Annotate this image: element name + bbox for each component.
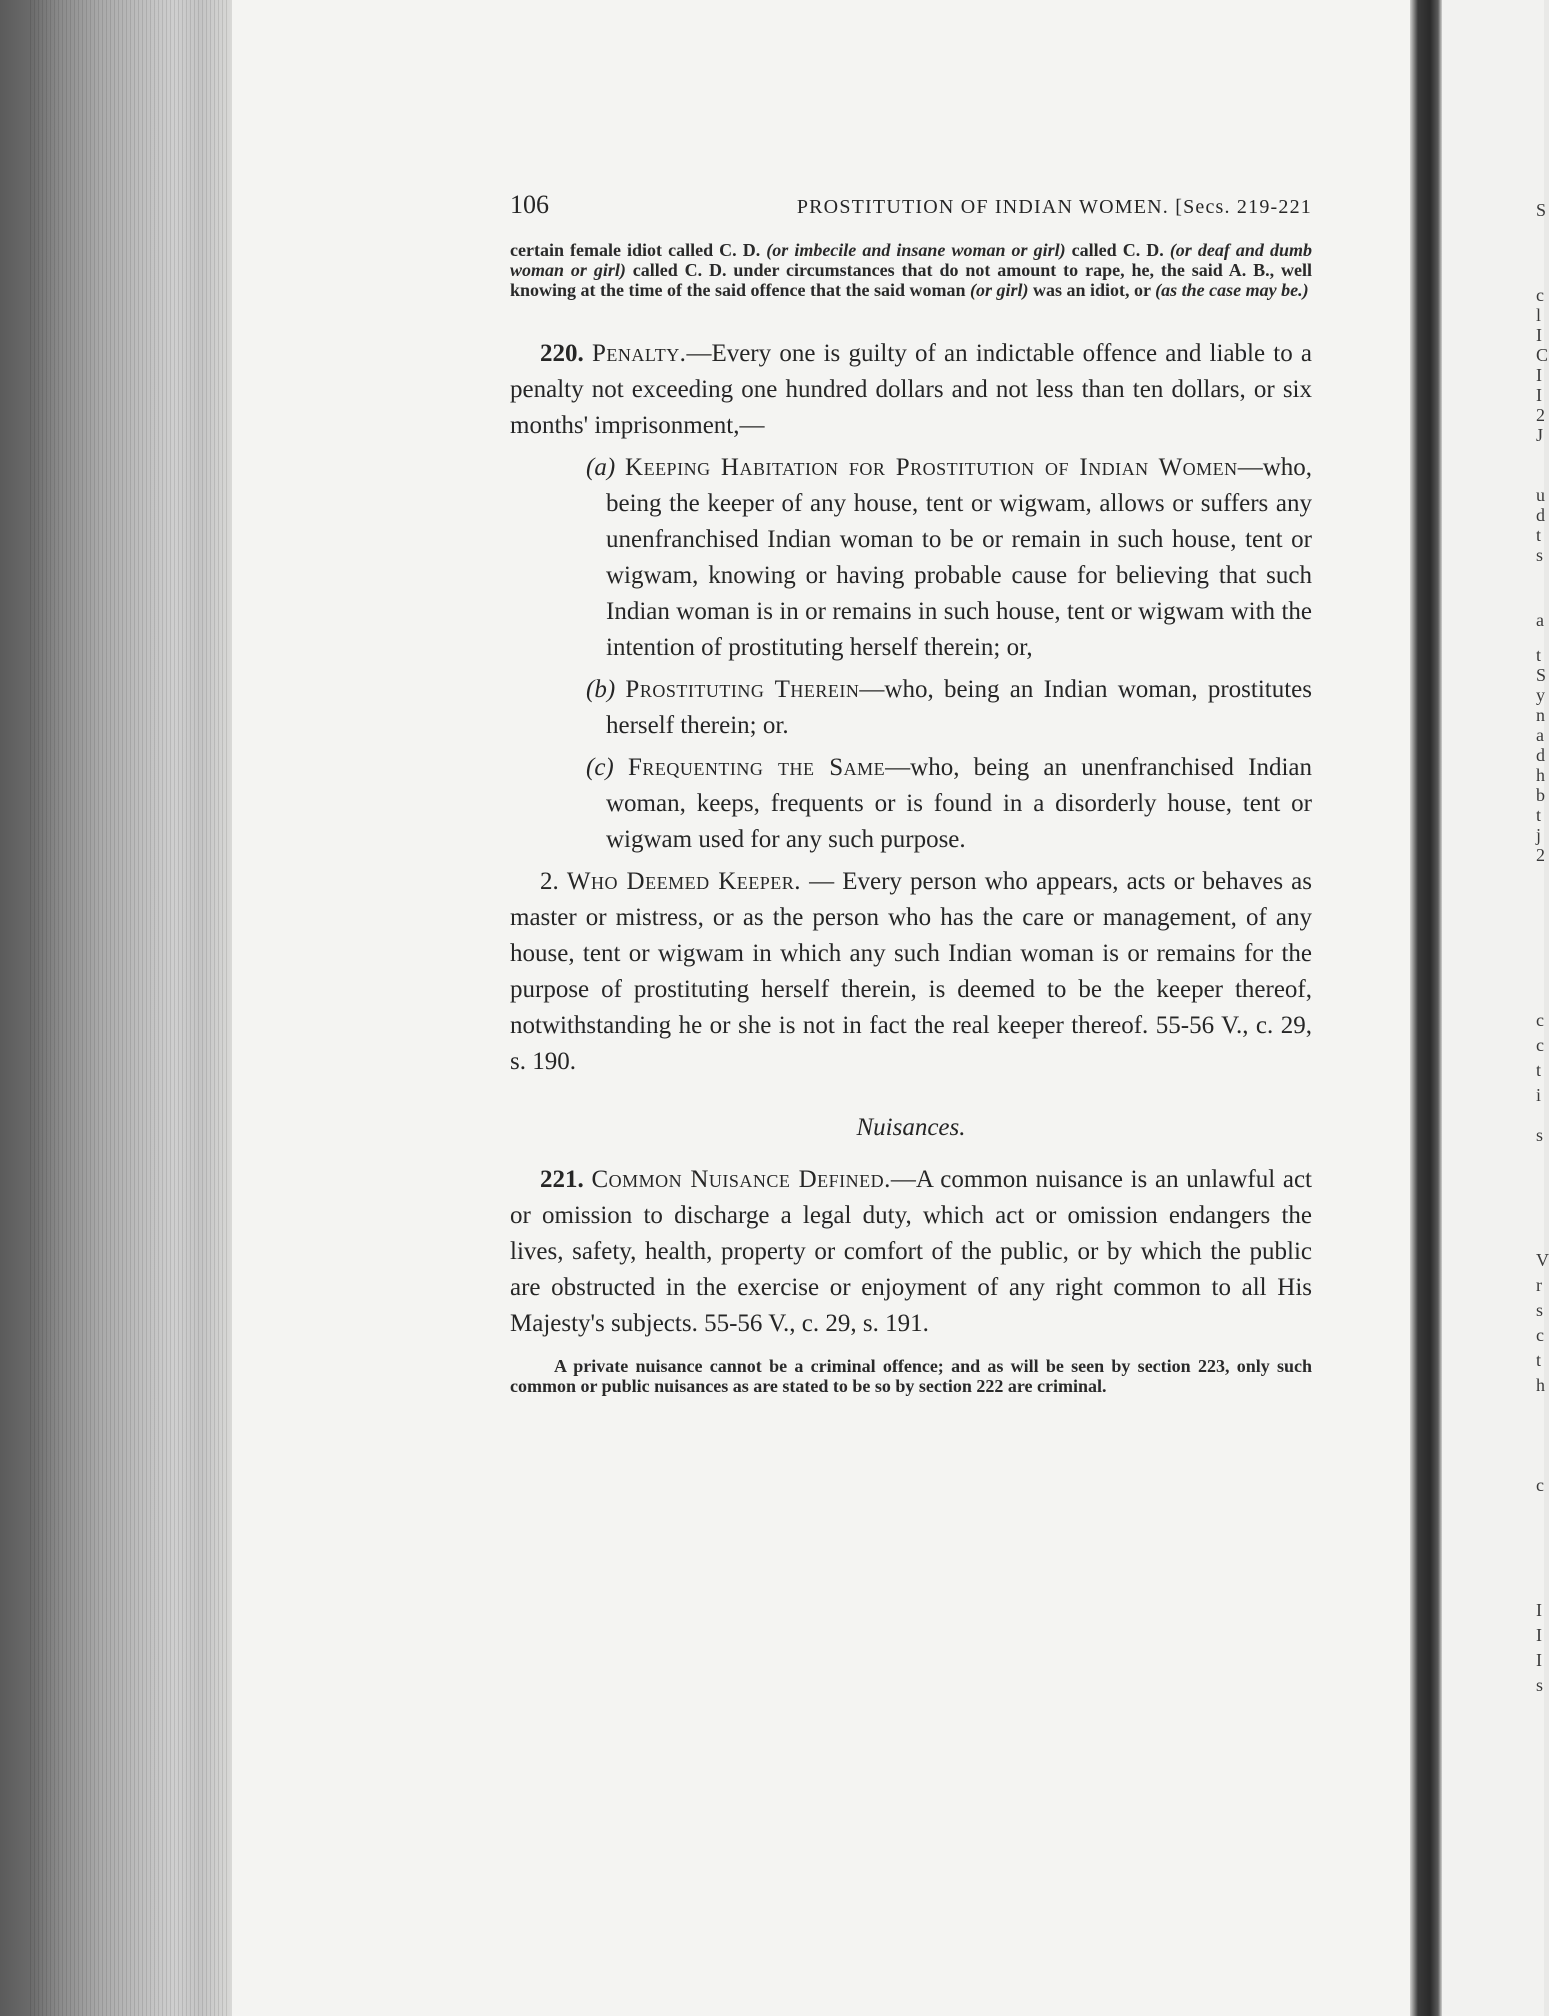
clause-heading: Frequenting the Same	[627, 754, 886, 781]
running-head: PROSTITUTION OF INDIAN WOMEN. [Secs. 219-221	[796, 196, 1312, 218]
page-content	[510, 190, 1312, 1396]
page-number: 106	[510, 190, 549, 219]
right-page-fragment: s	[1536, 545, 1544, 565]
right-page-fragment: C	[1536, 345, 1549, 365]
page-stack-lines	[30, 0, 230, 2016]
right-page-fragment: b	[1536, 785, 1545, 805]
form-text-part: called C. D.	[1065, 240, 1170, 260]
clause-letter: (a)	[586, 454, 616, 481]
right-page-fragment: h	[1536, 1375, 1545, 1395]
right-page-fragment: 2	[1536, 845, 1545, 865]
right-page-fragment: c	[1536, 285, 1544, 305]
right-page-fragment: y	[1536, 685, 1545, 705]
right-page-fragment: I	[1536, 1650, 1542, 1670]
right-page-fragment: d	[1536, 505, 1545, 525]
right-page-fragment: t	[1536, 525, 1542, 545]
right-page-fragment: I	[1536, 1600, 1542, 1620]
section-number: 221.	[540, 1166, 584, 1193]
clause-letter: (c)	[586, 754, 614, 781]
nuisances-heading: Nuisances.	[856, 1114, 966, 1141]
right-page-fragment: r	[1536, 1275, 1542, 1295]
clause-heading: Prostituting Therein	[625, 676, 860, 703]
right-page-fragment: J	[1536, 425, 1544, 445]
right-page-fragment: I	[1536, 1625, 1542, 1645]
section-number: 220.	[540, 340, 584, 367]
form-text-part: called C. D. under circumstances that do not amount to rape, he, the said A. B., well knowing at the time of the said offence that the said woman	[510, 260, 1312, 300]
section-220	[510, 336, 1312, 444]
right-page-fragment: h	[1536, 765, 1545, 785]
subsection-2	[510, 864, 1312, 1080]
right-page-fragment: a	[1536, 610, 1544, 630]
clause-heading: Keeping Habitation for Prostitution of Indian Women	[625, 454, 1238, 481]
section-text: —Every one is guilty of an indictable offence and liable to a penalty not exceeding one hundred dollars and not less than ten dollars, or six months' imprisonment,—	[510, 340, 1313, 439]
clause-c	[586, 750, 1312, 858]
indictment-form-text	[510, 240, 1312, 300]
right-page-fragment: t	[1536, 645, 1542, 665]
form-text-part: certain female idiot called C. D.	[510, 240, 767, 260]
clause-letter: (b)	[586, 676, 616, 703]
right-page-fragment: I	[1536, 365, 1542, 385]
clause-text: —who, being the keeper of any house, tent or wigwam, allows or suffers any unenfranchised Indian woman to be or remain in such house, tent or wigwam, knowing or having probable cause for believing that such Indian woman is in or remains in such house, tent or wigwam with the intention of prostituting herself therein; or,	[606, 454, 1312, 661]
right-page-fragment: j	[1536, 825, 1542, 845]
book-gutter	[1410, 0, 1442, 2016]
right-page-fragment: n	[1536, 705, 1545, 725]
section-text: —A common nuisance is an unlawful act or omission to discharge a legal duty, which act or omission endangers the lives, safety, health, property or comfort of the public, or by which the public are obstructed in the exercise or enjoyment of any right common to all His Majesty's subjects. 55-56 V., c. 29, s. 191.	[510, 1166, 1312, 1337]
right-page-fragment: a	[1536, 725, 1544, 745]
section-heading: Penalty.	[591, 340, 687, 367]
right-page-fragment: t	[1536, 1060, 1542, 1080]
right-page-fragment: c	[1536, 1035, 1544, 1055]
right-page-fragment: c	[1536, 1475, 1544, 1495]
right-page	[1442, 0, 1547, 2016]
right-page-fragment: s	[1536, 1300, 1544, 1320]
clause-text: —who, being an unenfranchised Indian woman, keeps, frequents or is found in a disorderly house, tent or wigwam used for any such purpose.	[606, 754, 1312, 853]
clause-a	[586, 450, 1312, 666]
form-text-italic: (or deaf and dumb woman or girl)	[510, 240, 1312, 280]
right-page-fragment: s	[1536, 1675, 1544, 1695]
book-binding-edge	[0, 0, 232, 2016]
right-page-fragment: s	[1536, 1125, 1544, 1145]
form-text-italic: (or girl)	[969, 280, 1029, 300]
right-page-fragment: t	[1536, 1350, 1542, 1370]
form-text-italic: (or imbecile and insane woman or girl)	[766, 240, 1066, 260]
page-header	[510, 190, 1312, 228]
right-page-fragment: c	[1536, 1010, 1544, 1030]
form-text-part: was an idiot, or	[1028, 280, 1156, 300]
subsection-heading: Who Deemed Keeper.	[566, 868, 802, 895]
right-page-fragment: S	[1536, 665, 1547, 685]
subsection-text: — Every person who appears, acts or behaves as master or mistress, or as the person who has the care or management, of any house, tent or wigwam in which any such Indian woman is or remains for the purpose of prostituting herself therein, is deemed to be the keeper thereof, notwithstanding he or she is not in fact the real keeper thereof. 55-56 V., c. 29, s. 190.	[510, 868, 1312, 1075]
subsection-number: 2.	[540, 868, 559, 895]
section-heading: Common Nuisance Defined.	[591, 1166, 891, 1193]
clause-b	[586, 672, 1312, 744]
right-page-fragment: u	[1536, 485, 1545, 505]
right-page-fragment: t	[1536, 805, 1542, 825]
clause-text: —who, being an Indian woman, prostitutes herself therein; or.	[606, 676, 1313, 739]
right-page-fragment: c	[1536, 1325, 1544, 1345]
section-221	[510, 1162, 1312, 1342]
right-page-fragment: 2	[1536, 405, 1545, 425]
right-page-fragment: S	[1536, 200, 1547, 220]
form-text-italic: (as the case may be.)	[1155, 280, 1309, 300]
right-page-fragment: V	[1536, 1250, 1549, 1270]
right-page-fragment: l	[1536, 305, 1542, 325]
right-page-fragment: i	[1536, 1085, 1542, 1105]
right-page-fragment: I	[1536, 325, 1542, 345]
annotation-note: A private nuisance cannot be a criminal offence; and as will be seen by section 223, only such common or public nuisances as are stated to be so by section 222 are criminal.	[510, 1356, 1312, 1396]
right-page-fragment: I	[1536, 385, 1542, 405]
right-page-fragment: d	[1536, 745, 1545, 765]
